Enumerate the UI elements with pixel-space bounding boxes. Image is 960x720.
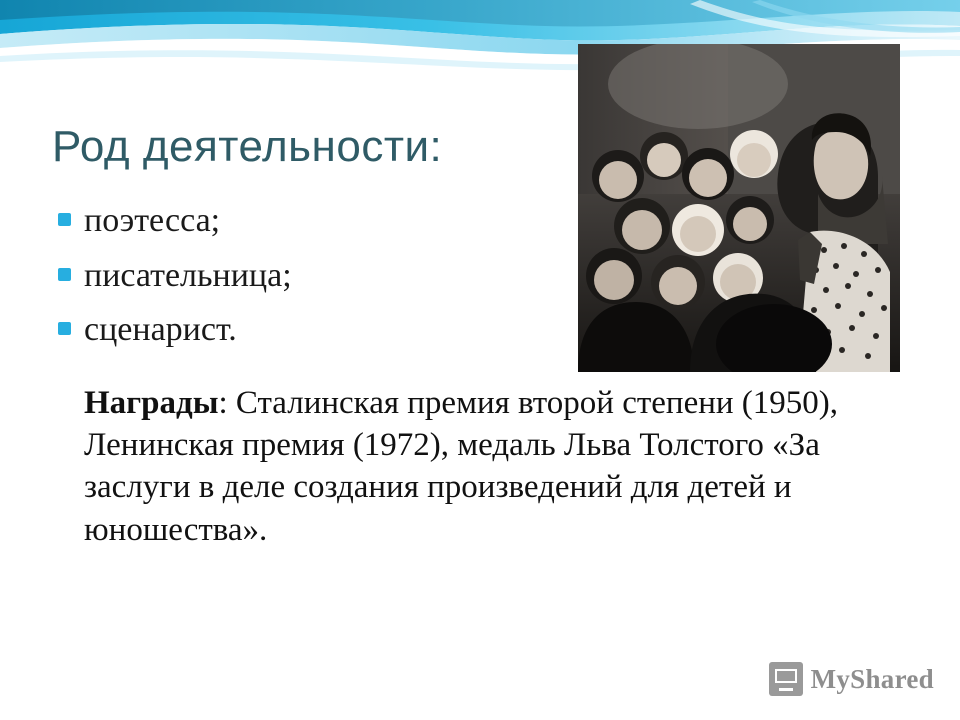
list-item-label: писательница;: [84, 256, 292, 294]
myshared-label: MyShared: [810, 663, 934, 694]
list-item-label: поэтесса;: [84, 202, 221, 239]
list-item-label: сценарист.: [84, 311, 237, 348]
bullet-square-icon: [58, 255, 84, 281]
list-item: [58, 200, 598, 243]
list-item: [58, 309, 598, 352]
bullet-square-icon: [58, 309, 84, 335]
awards-text: : Сталинская премия второй степени (1950), Ленинская премия (1972), медаль Льва Толстого «За заслуги в деле создания произведений для детей и юношества».: [84, 385, 839, 548]
awards-label: Награды: [84, 385, 219, 421]
slide-title: Род деятельности:: [52, 122, 443, 171]
bullet-list: [58, 200, 598, 364]
awards-paragraph: [84, 382, 884, 551]
myshared-logo-icon: [769, 662, 803, 696]
portrait-photo: [578, 44, 900, 372]
bullet-square-icon: [58, 200, 84, 226]
myshared-watermark: [769, 662, 934, 696]
list-item: [58, 255, 598, 298]
